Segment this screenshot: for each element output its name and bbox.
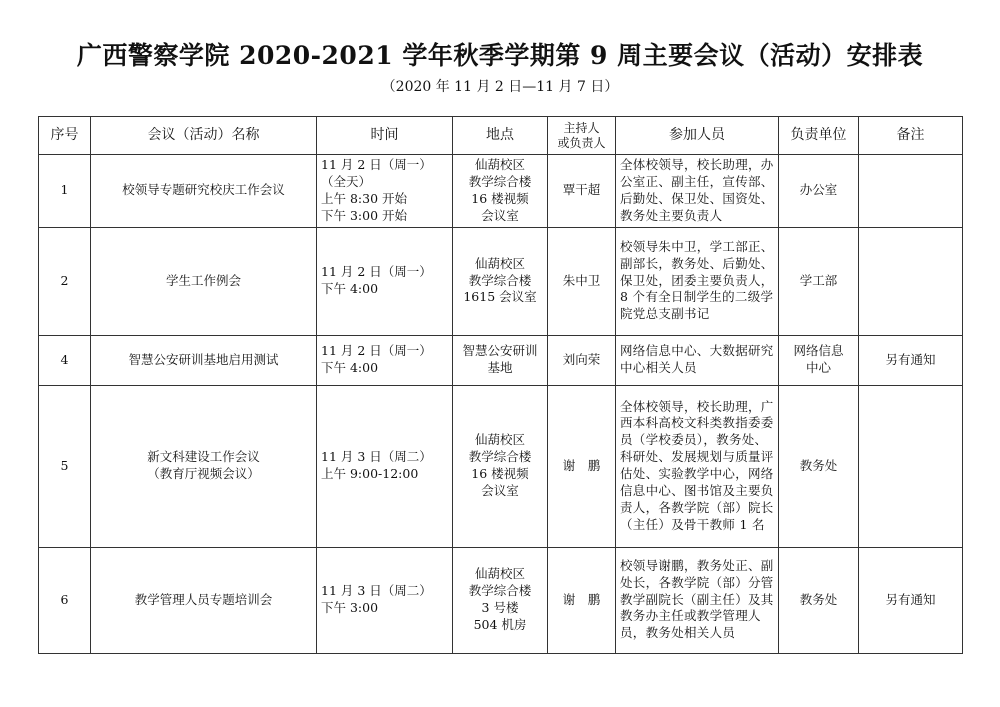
row-seq: 5 (39, 385, 91, 547)
row-attendees: 全体校领导，校长助理，办公室正、副主任，宣传部、后勤处、保卫处、国资处、教务处主要负责人 (616, 155, 779, 228)
row-note: 另有通知 (859, 547, 963, 653)
row-unit: 教务处 (779, 385, 859, 547)
table-row (39, 335, 963, 385)
header-seq: 序号 (39, 117, 91, 155)
row-place: 仙葫校区 教学综合楼 16 楼视频 会议室 (453, 385, 548, 547)
row-unit: 教务处 (779, 547, 859, 653)
header-attendees: 参加人员 (616, 117, 779, 155)
row-seq: 6 (39, 547, 91, 653)
row-host: 朱中卫 (548, 227, 616, 335)
row-note (859, 385, 963, 547)
row-seq: 2 (39, 227, 91, 335)
row-host: 刘向荣 (548, 335, 616, 385)
table-row (39, 547, 963, 653)
header-name: 会议（活动）名称 (91, 117, 317, 155)
document-title: 广西警察学院 2020-2021 学年秋季学期第 9 周主要会议（活动）安排表 (76, 41, 924, 70)
row-name: 教学管理人员专题培训会 (91, 547, 317, 653)
row-seq: 1 (39, 155, 91, 228)
table-header-row (39, 117, 963, 155)
schedule-table (38, 116, 963, 654)
row-host: 覃干超 (548, 155, 616, 228)
header-host: 主持人 或负责人 (548, 117, 616, 155)
table-row (39, 155, 963, 228)
header-time: 时间 (317, 117, 453, 155)
row-unit: 办公室 (779, 155, 859, 228)
table-row (39, 227, 963, 335)
row-attendees: 全体校领导，校长助理，广西本科高校文科类教指委委员（学校委员），教务处、科研处、发展规划与质量评估处、实验教学中心，网络信息中心、图书馆及主要负责人，各教学院（部）院长（主任）及骨干教师 1 名 (616, 385, 779, 547)
row-place: 仙葫校区 教学综合楼 16 楼视频 会议室 (453, 155, 548, 228)
row-name: 智慧公安研训基地启用测试 (91, 335, 317, 385)
row-note (859, 227, 963, 335)
row-place: 仙葫校区 教学综合楼 3 号楼 504 机房 (453, 547, 548, 653)
row-attendees: 网络信息中心、大数据研究中心相关人员 (616, 335, 779, 385)
row-unit: 学工部 (779, 227, 859, 335)
header-unit: 负责单位 (779, 117, 859, 155)
row-note (859, 155, 963, 228)
row-note: 另有通知 (859, 335, 963, 385)
row-place: 仙葫校区 教学综合楼 1615 会议室 (453, 227, 548, 335)
row-name: 校领导专题研究校庆工作会议 (91, 155, 317, 228)
row-attendees: 校领导谢鹏，教务处正、副处长，各教学院（部）分管教学副院长（副主任）及其教务办主任或教学管理人员，教务处相关人员 (616, 547, 779, 653)
row-attendees: 校领导朱中卫，学工部正、副部长，教务处、后勤处、保卫处，团委主要负责人，8 个有全日制学生的二级学院党总支副书记 (616, 227, 779, 335)
row-host: 谢 鹏 (548, 547, 616, 653)
table-row (39, 385, 963, 547)
row-host: 谢 鹏 (548, 385, 616, 547)
row-time: 11 月 2 日（周一） （全天） 上午 8:30 开始 下午 3:00 开始 (317, 155, 453, 228)
row-name: 学生工作例会 (91, 227, 317, 335)
header-place: 地点 (453, 117, 548, 155)
header-note: 备注 (859, 117, 963, 155)
row-unit: 网络信息 中心 (779, 335, 859, 385)
row-seq: 4 (39, 335, 91, 385)
row-time: 11 月 3 日（周二） 下午 3:00 (317, 547, 453, 653)
row-name: 新文科建设工作会议 （教育厅视频会议） (91, 385, 317, 547)
row-time: 11 月 3 日（周二） 上午 9:00-12:00 (317, 385, 453, 547)
row-place: 智慧公安研训 基地 (453, 335, 548, 385)
row-time: 11 月 2 日（周一） 下午 4:00 (317, 227, 453, 335)
document-date-range: （2020 年 11 月 2 日—11 月 7 日） (381, 79, 619, 95)
row-time: 11 月 2 日（周一） 下午 4:00 (317, 335, 453, 385)
